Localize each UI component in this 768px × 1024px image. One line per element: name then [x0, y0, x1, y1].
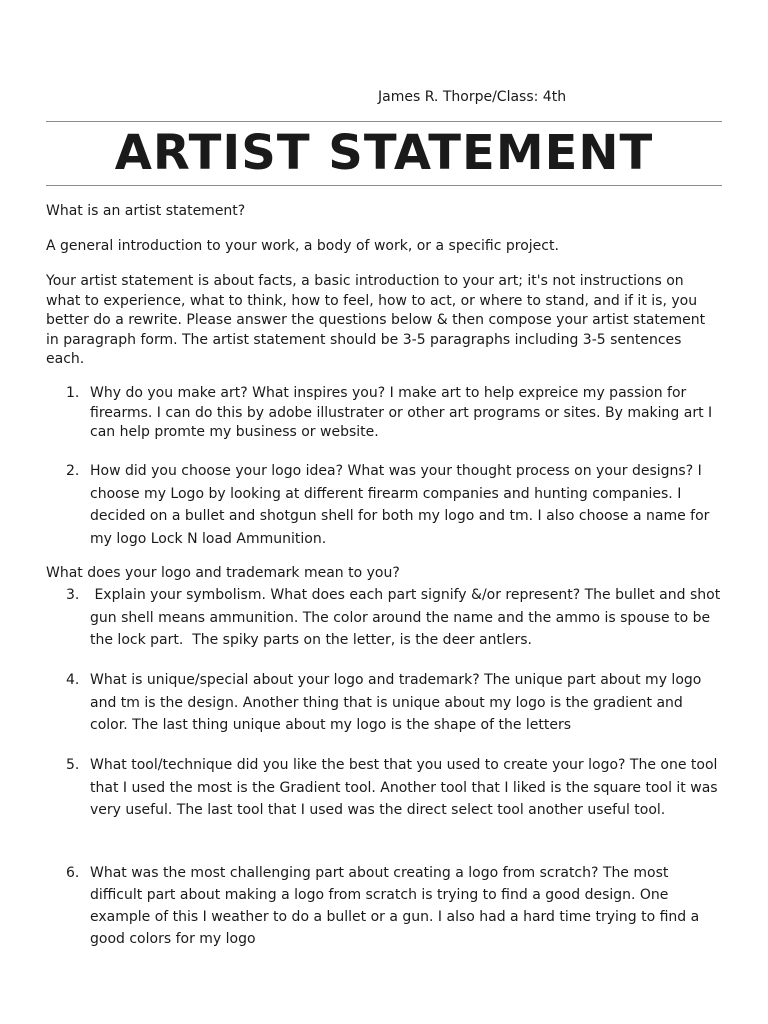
list-item-number: 6.: [66, 865, 80, 881]
title-rule-top: [46, 121, 722, 122]
list-item-number: 1.: [66, 385, 80, 401]
list-item-number: 5.: [66, 757, 80, 773]
intro-paragraph: Your artist statement is about facts, a basic introduction to your art; it's not instructions on what to experience, what to think, how to feel, how to act, or where to stand, and if it is, you better do a rewrite. Please answer the questions below & then compose your artist statement in paragraph form. The artist statement should be 3-5 paragraphs including 3-5 sentences each.: [46, 273, 706, 367]
author-line: James R. Thorpe/Class: 4th: [378, 89, 567, 105]
list-item-text: Explain your symbolism. What does each part signify &/or represent? The bullet and shot gun shell means ammunition. The color around the name and the ammo is spouse to be the lock part. The spiky parts on the letter, is the deer antlers.: [90, 587, 725, 648]
list-item-text: How did you choose your logo idea? What was your thought process on your designs? I choose my Logo by looking at different firearm companies and hunting companies. I decided on a bullet and shotgun shell for both my logo and tm. I also choose a name for my logo Lock N load Ammunition.: [90, 463, 710, 547]
intro-question: What is an artist statement?: [46, 203, 246, 219]
logo-meaning-heading: What does your logo and trademark mean to you?: [46, 565, 400, 581]
list-item-number: 4.: [66, 672, 80, 688]
list-item-number: 3.: [66, 587, 80, 603]
intro-answer: A general introduction to your work, a body of work, or a specific project.: [46, 238, 559, 254]
list-item-text: What tool/technique did you like the best that you used to create your logo? The one tool that I used the most is the Gradient tool. Another tool that I liked is the square tool it was very useful. The last tool that I used was the direct select tool another useful tool.: [90, 757, 718, 818]
list-item-number: 2.: [66, 463, 80, 479]
list-item-text: What is unique/special about your logo and trademark? The unique part about my logo and tm is the design. Another thing that is unique about my logo is the gradient and color. The last thing unique about my logo is the shape of the letters: [90, 672, 702, 733]
list-item-text: Why do you make art? What inspires you? I make art to help expreice my passion for firearms. I can do this by adobe illustrater or other art programs or sites. By making art I can help promte my business or website.: [90, 385, 713, 440]
title-rule-bottom: [46, 185, 722, 186]
list-item-text: What was the most challenging part about creating a logo from scratch? The most difficult part about making a logo from scratch is trying to find a good design. One example of this I weather to do a bullet or a gun. I also had a hard time trying to find a good colors for my logo: [90, 865, 700, 947]
page-title: ARTIST STATEMENT: [114, 125, 654, 181]
